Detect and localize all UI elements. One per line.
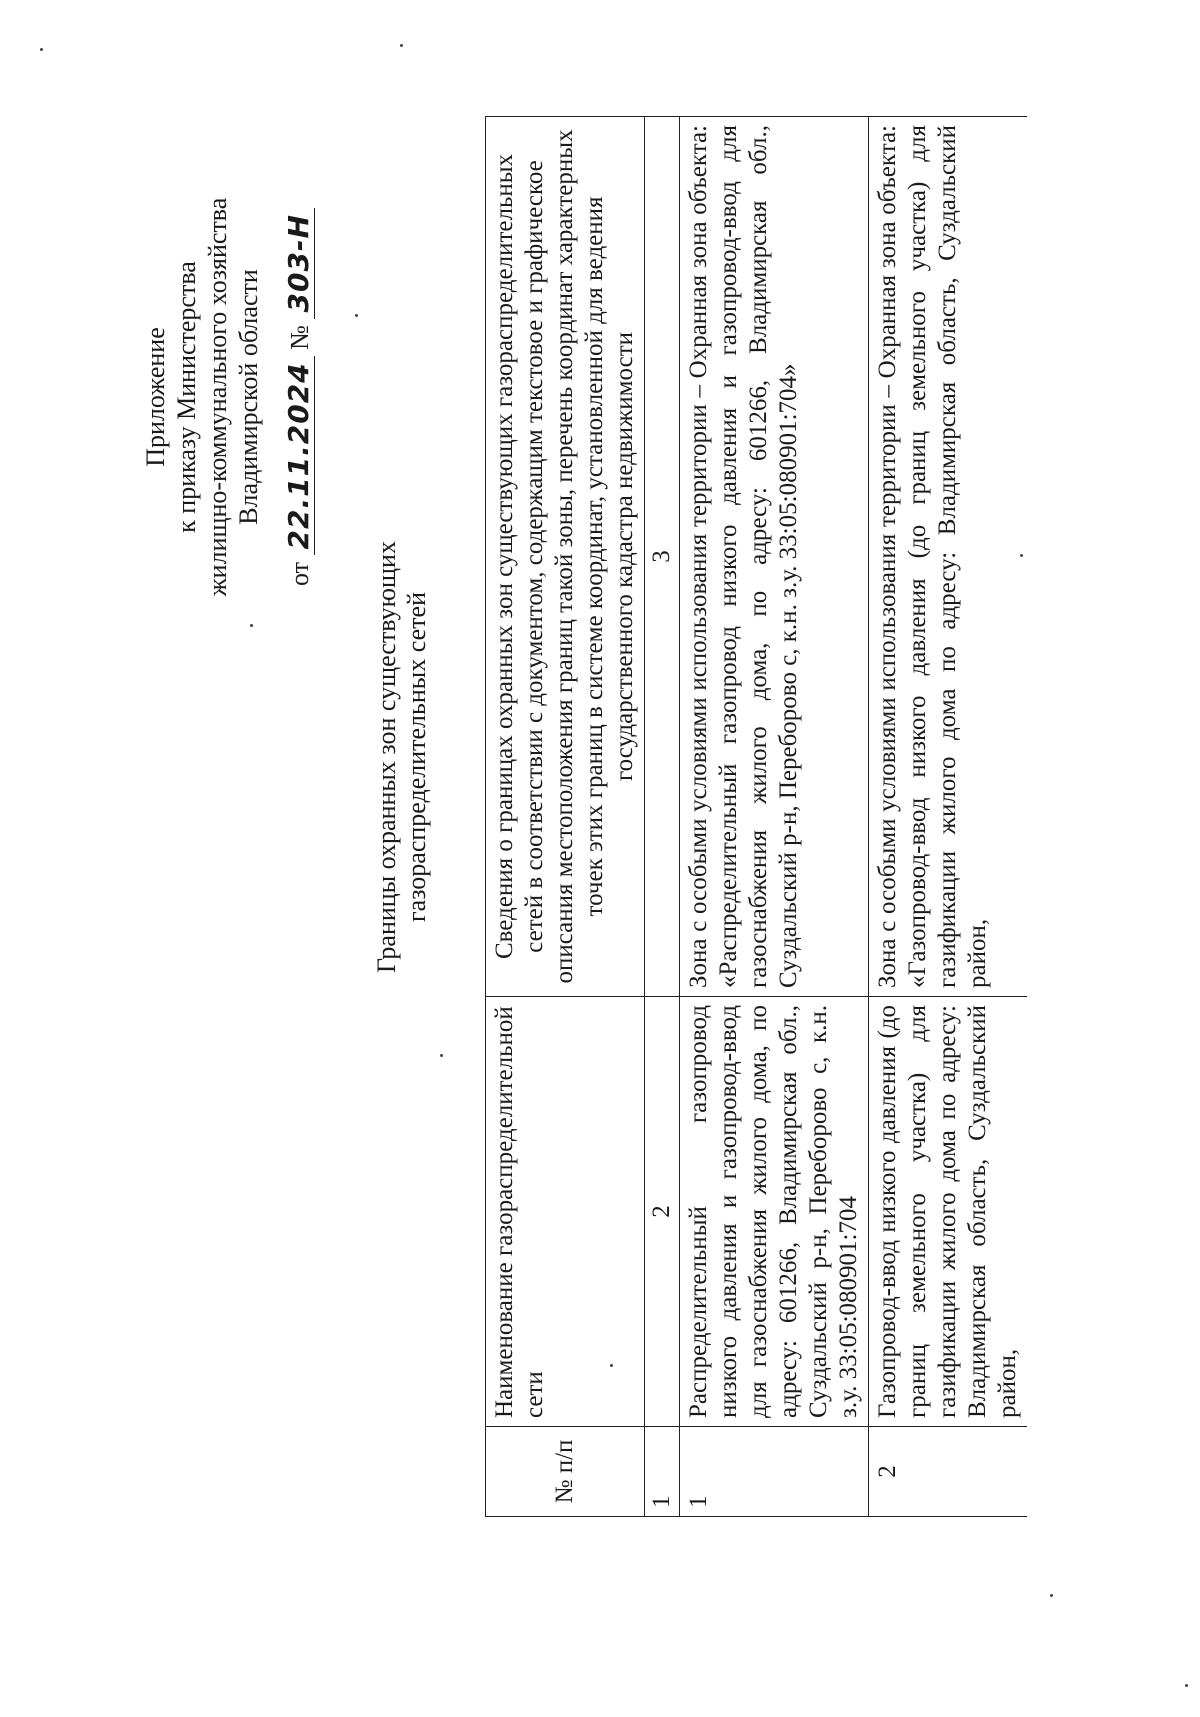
document-title <box>372 397 432 1117</box>
row-network-name: Распределительный газопровод низкого давления и газопровод-ввод для газоснабжения жилого дома, по адресу: 601266, Владимирская обл., Суздальский р-н, Переборово с, к.н. з.у. 33:05:080901:704 <box>680 997 869 1427</box>
row-zone-info: Зона с особыми условиями использования территории – Охранная зона объекта: «Газопровод-ввод низкого давления (до границ земельного участка) для газификации жилого дома по адресу: Владимирская область, Суздальский район, <box>869 117 1028 997</box>
row-zone-info: Зона с особыми условиями использования территории – Охранная зона объекта: «Распределительный газопровод низкого давления и газопровод-ввод для газоснабжения жилого дома, по адресу: 601266, Владимирская обл., Суздальский р-н, Переборово с, к.н. з.у. 33:05:080901:704» <box>680 117 869 997</box>
annex-line: жилищно-коммунального хозяйства <box>203 197 232 597</box>
column-number: 1 <box>645 1427 680 1517</box>
column-number: 3 <box>645 117 680 997</box>
row-network-name: Газопровод-ввод низкого давления (до границ земельного участка) для газификации жилого дома по адресу: Владимирская область, Суздальский район, <box>869 997 1028 1427</box>
header-number: № п/п <box>486 1427 645 1517</box>
order-number: 303-Н <box>284 208 315 319</box>
scan-speck <box>1050 1594 1053 1597</box>
order-prefix: от <box>285 561 314 586</box>
order-number-label: № <box>285 325 314 350</box>
header-zone-info: Сведения о границах охранных зон существующих газораспределительных сетей в соответствии с документом, содержащим текстовое и графическое описания местоположения границ такой зоны, перечень координат характерных точек этих границ в системе координат, установленной для ведения государственного кадастра недвижимости <box>486 117 645 997</box>
scan-speck <box>355 314 358 317</box>
scan-speck <box>440 1054 443 1057</box>
scan-speck <box>400 44 403 47</box>
table-row <box>869 117 1028 1517</box>
table-row <box>680 117 869 1517</box>
column-number: 2 <box>645 997 680 1427</box>
row-number: 1 <box>680 1427 869 1517</box>
order-reference <box>284 137 315 657</box>
annex-header <box>140 137 315 657</box>
header-network-name: Наименование газораспределительной сети <box>486 997 645 1427</box>
scan-speck <box>1185 1684 1188 1687</box>
order-date: 22.11.2024 <box>284 356 315 555</box>
scan-speck <box>40 48 43 51</box>
annex-line: Приложение <box>141 327 170 467</box>
annex-line: Владимирской области <box>234 269 263 525</box>
annex-line: к приказу Министерства <box>172 261 201 533</box>
row-number: 2 <box>869 1427 1028 1517</box>
title-line: Границы охранных зон существующих <box>372 541 401 973</box>
title-line: газораспределительных сетей <box>402 592 431 923</box>
zones-table <box>485 117 1027 1517</box>
